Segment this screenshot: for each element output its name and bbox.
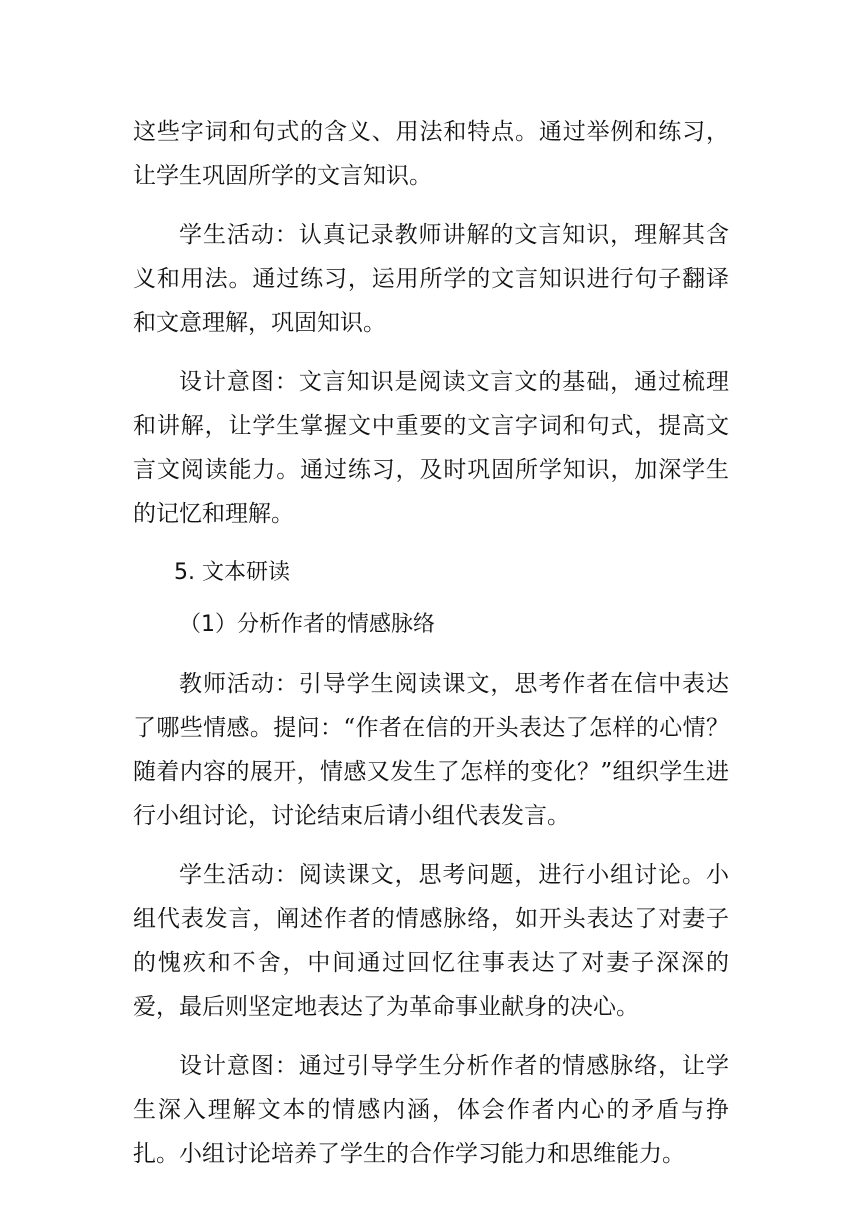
document-body xyxy=(133,110,729,1176)
paragraph-knowledge-explanation: 这些字词和句式的含义、用法和特点。通过举例和练习，让学生巩固所学的文言知识。 xyxy=(133,119,729,189)
paragraph-design-intent-2: 设计意图：通过引导学生分析作者的情感脉络，让学生深入理解文本的情感内涵，体会作者内心的矛盾与挣扎。小组讨论培养了学生的合作学习能力和思维能力。 xyxy=(133,1053,729,1167)
paragraph-teacher-activity: 教师活动：引导学生阅读课文，思考作者在信中表达了哪些情感。提问：“作者在信的开头表达了怎样的心情？随着内容的展开，情感又发生了怎样的变化？”组织学生进行小组讨论，讨论结束后请小组代表发言。 xyxy=(133,671,729,829)
paragraph-student-activity-1: 学生活动：认真记录教师讲解的文言知识，理解其含义和用法。通过练习，运用所学的文言知识进行句子翻译和文意理解，巩固知识。 xyxy=(133,222,729,336)
section-heading: 5. 文本研读 xyxy=(174,560,290,585)
subsection-heading: （1）分析作者的情感脉络 xyxy=(179,612,435,637)
paragraph-student-activity-2: 学生活动：阅读课文，思考问题，进行小组讨论。小组代表发言，阐述作者的情感脉络，如开头表达了对妻子的愧疚和不舍，中间通过回忆往事表达了对妻子深深的爱，最后则坚定地表达了为革命事业献身的决心。 xyxy=(133,862,729,1020)
paragraph-design-intent-1: 设计意图：文言知识是阅读文言文的基础，通过梳理和讲解，让学生掌握文中重要的文言字词和句式，提高文言文阅读能力。通过练习，及时巩固所学知识，加深学生的记忆和理解。 xyxy=(133,369,729,527)
